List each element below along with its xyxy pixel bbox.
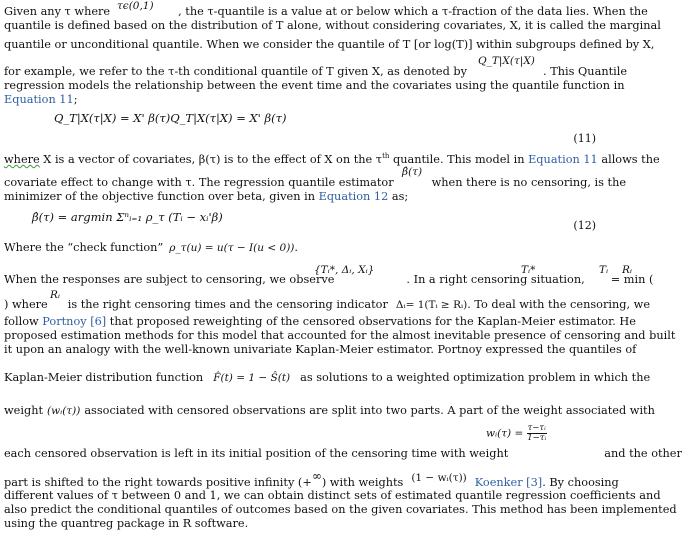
p4-line-4-b: that proposed reweighting of the censored observations for the Kaplan-Meier estimator. He <box>106 315 636 328</box>
p4-line-12: different values of τ between 0 and 1, we can obtain distinct sets of estimated quantile regression coefficients and <box>4 489 661 502</box>
portnoy-ref-link[interactable]: Portnoy [6] <box>42 315 107 328</box>
p4-line-11-b: ) with weights <box>321 476 404 489</box>
p2-line-3 <box>4 176 634 190</box>
p4-line-8 <box>4 404 655 418</box>
koenker-ref-link[interactable]: Koenker [3] <box>474 476 543 489</box>
p4-line-1 <box>4 273 654 287</box>
p4-line-11-a: part is shifted to the right towards positive infinity (+ <box>4 476 312 489</box>
infinity-symbol: ∞ <box>311 469 322 483</box>
p2-line-1 <box>4 149 660 167</box>
one-minus-weight-math: (1 − wᵢ(τ)) <box>411 472 467 484</box>
conditional-quantile-math: Q_T|X(τ|X) <box>478 55 535 67</box>
observed-set-math: {Tᵢ*, Δᵢ, Xᵢ} <box>314 264 375 276</box>
p1-line-3: quantile or unconditional quantile. When we consider the quantile of T [or log(T)] within subgroups defined by X, <box>4 38 655 51</box>
weight-fraction-math <box>486 424 547 443</box>
p4-line-5: proposed estimation methods for this model that accounted for the almost inevitable presence of censoring and built <box>4 329 676 342</box>
p4-line-4 <box>4 315 634 329</box>
r-i-math-2: Rᵢ <box>50 289 61 301</box>
p2-line-1-b: X is a vector of covariates, β(τ) is to the effect of X on the τ <box>39 152 383 166</box>
p1-line-1-b: , the τ-quantile is a value at or below which a τ-fraction of the data lies. When the <box>178 5 648 18</box>
p1-line-5 <box>4 65 634 79</box>
equation-11-number: (11) <box>573 132 596 145</box>
weight-fraction <box>527 424 547 443</box>
p2-line-3-b: when there is no censoring, is the <box>431 176 627 189</box>
equation-11-link[interactable]: Equation 11 <box>4 93 74 106</box>
where-word: where <box>4 152 40 166</box>
p4-line-11-c: . By choosing <box>542 476 619 489</box>
p4-line-7 <box>4 371 651 385</box>
p1-line-7 <box>4 93 634 107</box>
p1-line-5-a: for example, we refer to the τ-th conditional quantile of T given X, as denoted by <box>4 65 468 78</box>
p2-line-4-b: as; <box>388 190 409 203</box>
p4-line-3-b: is the right censoring times and the censoring indicator <box>67 298 388 311</box>
p2-line-3-a: covariate effect to change with τ. The regression quantile estimator <box>4 176 394 189</box>
p2-line-1-c: quantile. This model in <box>389 152 529 166</box>
weight-fraction-lhs: wᵢ(τ) = <box>486 427 524 440</box>
p2-line-1-d: allows the <box>597 152 660 166</box>
p1-line-5-b: . This Quantile <box>543 65 628 78</box>
p1-line-6: regression models the relationship between the event time and the covariates using the quantile function in <box>4 79 625 92</box>
p4-line-10-b: and the other <box>604 447 682 460</box>
p4-line-8-a: weight <box>4 404 44 417</box>
check-function-math: ρ_τ(u) = u(τ − I(u < 0)) <box>169 242 295 254</box>
p4-line-1-a: When the responses are subject to censoring, we observe <box>4 273 335 286</box>
check-function-text: Where the “check function” <box>4 241 164 254</box>
equation-11-link-2[interactable]: Equation 11 <box>528 152 598 166</box>
equation-12: β̂(τ) = argmin Σⁿᵢ₌₁ ρ_τ (Tᵢ − xᵢ'β) <box>32 210 223 224</box>
p4-line-3-a: ) where <box>4 298 48 311</box>
p4-line-7-b: as solutions to a weighted optimization problem in which the <box>300 371 651 384</box>
p4-line-11 <box>4 469 634 490</box>
weight-fraction-numerator: τ−τᵢ <box>527 423 546 433</box>
p4-line-1-b: . In a right censoring situation, <box>406 273 585 286</box>
p4-line-4-a: follow <box>4 315 43 328</box>
tau-interval-math: τϵ(0,1) <box>117 0 154 12</box>
equation-12-link[interactable]: Equation 12 <box>318 190 389 203</box>
p1-line-7-b: ; <box>73 93 78 106</box>
p3-line-1-b: . <box>294 241 298 254</box>
p4-line-6: it upon an analogy with the well-known univariate Kaplan-Meier estimator. Portnoy expressed the quantiles of <box>4 343 637 356</box>
p2-line-4 <box>4 190 634 204</box>
p3-line-1 <box>4 241 634 255</box>
p4-line-8-b: associated with censored observations are split into two parts. A part of the weight associated with <box>84 404 655 417</box>
p4-line-10-a: each censored observation is left in its initial position of the censoring time with weight <box>4 447 509 460</box>
p1-line-1-a: Given any τ where <box>4 5 111 18</box>
km-distribution-math: F̂(t) = 1 − Ŝ(t) <box>213 372 291 384</box>
p4-line-14: using the quantreg package in R software. <box>4 517 249 530</box>
p4-line-13: also predict the conditional quantiles of outcomes based on the given covariates. This method has been implemented <box>4 503 677 516</box>
equation-12-number: (12) <box>573 219 596 232</box>
p4-line-7-a: Kaplan-Meier distribution function <box>4 371 204 384</box>
p2-line-4-a: minimizer of the objective function over beta, given in <box>4 190 319 203</box>
weight-math: (wᵢ(τ)) <box>47 405 81 417</box>
p4-line-1-c: = min ( <box>610 273 654 286</box>
p4-line-10 <box>4 447 682 461</box>
r-i-math: Rᵢ <box>622 264 633 276</box>
censoring-indicator-math: Δᵢ= 1(Tᵢ ≥ Rᵢ) <box>395 299 468 311</box>
p1-line-2: quantile is defined based on the distribution of T alone, without considering covariates, X, it is called the marginal <box>4 19 661 32</box>
beta-hat-math: β̂(τ) <box>402 166 423 178</box>
p1-line-1 <box>4 5 648 19</box>
t-i-math: Tᵢ <box>599 264 609 276</box>
equation-11: Q_T|X(τ|X) = X' β(τ)Q_T|X(τ|X) = X' β(τ) <box>54 111 287 125</box>
weight-fraction-denominator: 1−τᵢ <box>527 433 547 443</box>
p4-line-3-c: . To deal with the censoring, we <box>467 298 651 311</box>
t-star-math: Tᵢ* <box>521 264 536 276</box>
p4-line-3 <box>4 298 651 312</box>
th-superscript: th <box>382 152 390 160</box>
